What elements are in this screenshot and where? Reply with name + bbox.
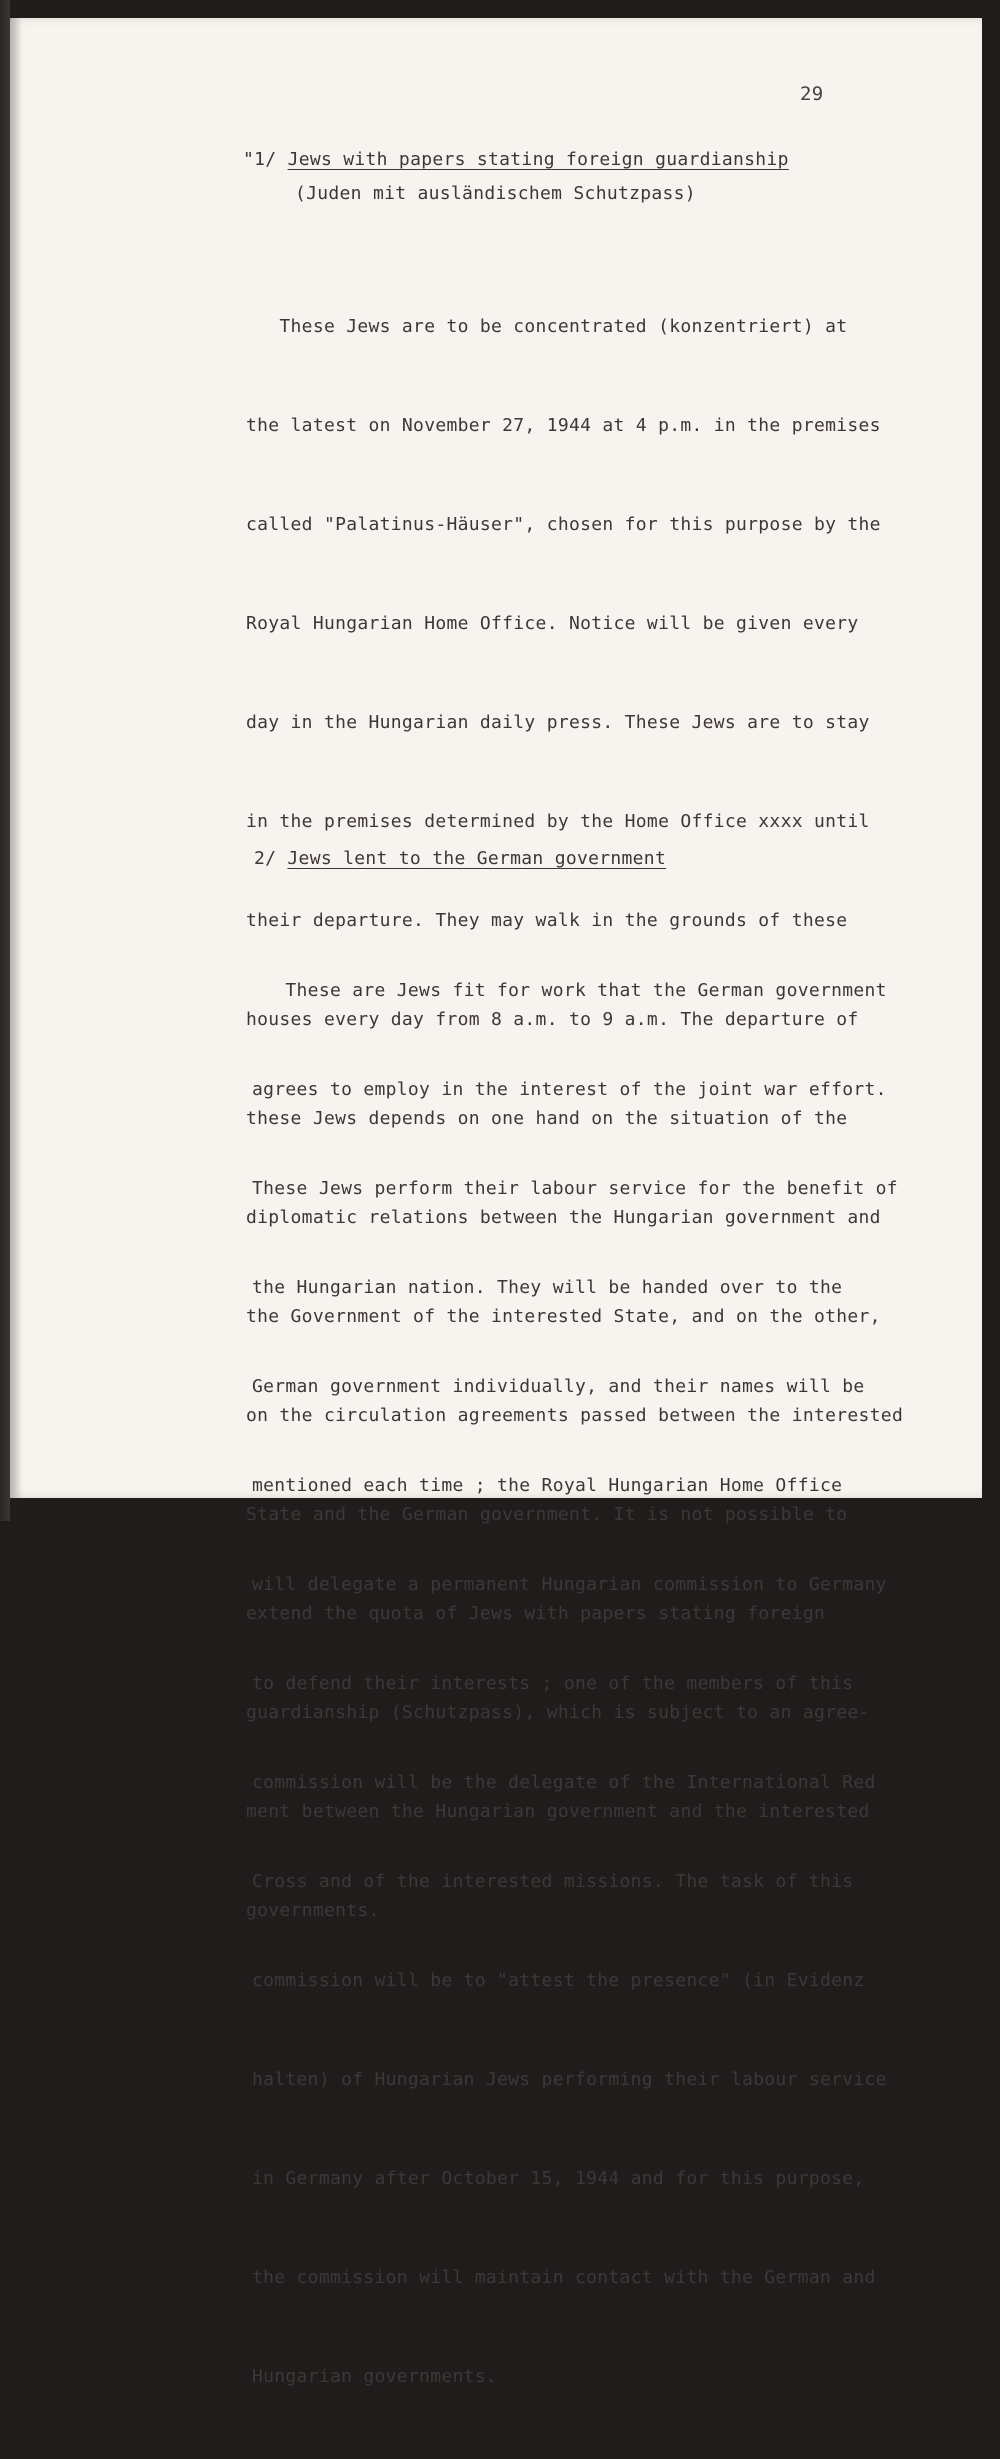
paragraph-line: agrees to employ in the interest of the joint war effort. [252, 1079, 887, 1100]
paragraph-line: German government individually, and their names will be [252, 1376, 865, 1397]
paragraph-line: called "Palatinus-Häuser", chosen for this purpose by the [246, 514, 881, 535]
paragraph-line: extend the quota of Jews with papers stating foreign [246, 1603, 826, 1624]
paragraph-line: in Germany after October 15, 1944 and for this purpose, [252, 2168, 865, 2189]
paragraph-line: ment between the Hungarian government and the interested [246, 1801, 870, 1822]
paragraph-line: on the circulation agreements passed between the interested [246, 1405, 904, 1426]
paragraph-line: commission will be to "attest the presence" (in Evidenz [252, 1970, 865, 1991]
paragraph-line: guardianship (Schutzpass), which is subject to an agree- [246, 1702, 870, 1723]
section-2-number: 2/ [254, 848, 288, 869]
paragraph-line: day in the Hungarian daily press. These Jews are to stay [246, 712, 870, 733]
paragraph-line: the commission will maintain contact with the German and [252, 2267, 876, 2288]
paragraph-line: halten) of Hungarian Jews performing their labour service [252, 2069, 887, 2090]
page-number: 29 [800, 83, 824, 105]
page-gutter-shadow [10, 18, 22, 1498]
paragraph-line: These are Jews fit for work that the German government [252, 980, 887, 1001]
paragraph-line: State and the German government. It is not possible to [246, 1504, 848, 1525]
paragraph-line: These Jews perform their labour service for the benefit of [252, 1178, 898, 1199]
paragraph-line: houses every day from 8 a.m. to 9 a.m. The departure of [246, 1009, 859, 1030]
paragraph-line: diplomatic relations between the Hungarian government and [246, 1207, 881, 1228]
section-2-heading [254, 842, 666, 875]
book-spine [0, 0, 10, 1521]
paragraph-line: governments. [246, 1900, 380, 1921]
paragraph-line: in the premises determined by the Home Office xxxx until [246, 811, 870, 832]
section-1-number: "1/ [243, 149, 288, 170]
paragraph-line: to defend their interests ; one of the members of this [252, 1673, 854, 1694]
paragraph-line: the Hungarian nation. They will be handed over to the [252, 1277, 843, 1298]
section-1-heading [243, 143, 789, 176]
paragraph-line: commission will be the delegate of the International Red [252, 1772, 876, 1793]
paragraph-line: Royal Hungarian Home Office. Notice will be given every [246, 613, 859, 634]
paragraph-line: Cross and of the interested missions. The task of this [252, 1871, 854, 1892]
section-2-paragraph [252, 908, 898, 2459]
section-1-title: Jews with papers stating foreign guardianship [287, 149, 789, 170]
paragraph-line: the latest on November 27, 1944 at 4 p.m. in the premises [246, 415, 881, 436]
paragraph-line: the Government of the interested State, and on the other, [246, 1306, 881, 1327]
paragraph-line: These Jews are to be concentrated (konzentriert) at [246, 316, 848, 337]
paragraph-line: their departure. They may walk in the grounds of these [246, 910, 848, 931]
paragraph-line: mentioned each time ; the Royal Hungarian Home Office [252, 1475, 843, 1496]
paragraph-line: these Jews depends on one hand on the situation of the [246, 1108, 848, 1129]
section-2-title: Jews lent to the German government [287, 848, 667, 869]
section-1-subtitle: (Juden mit ausländischem Schutzpass) [295, 183, 696, 204]
paragraph-line: will delegate a permanent Hungarian commission to Germany [252, 1574, 887, 1595]
paragraph-line: Hungarian governments. [252, 2366, 498, 2387]
